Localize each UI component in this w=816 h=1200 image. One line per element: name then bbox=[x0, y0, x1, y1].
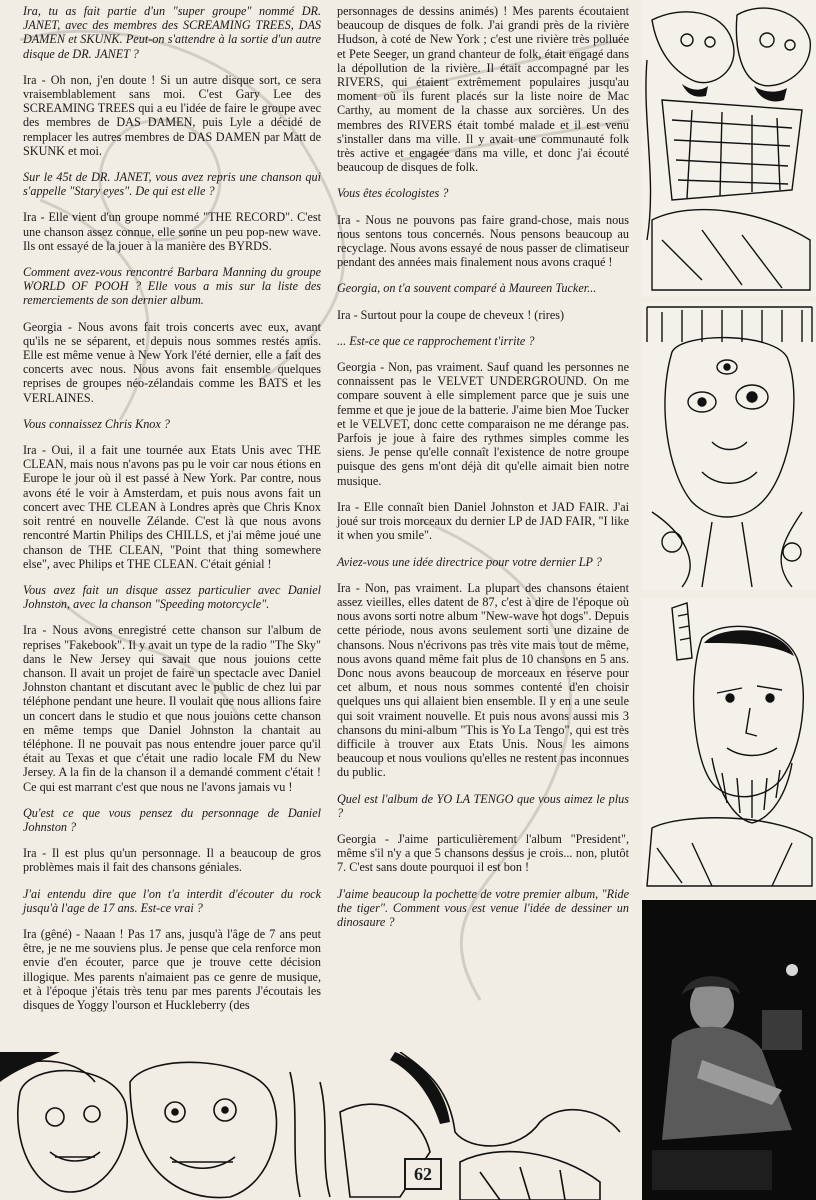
text-column-left bbox=[23, 4, 321, 1024]
band-photo bbox=[642, 900, 816, 1200]
question: ... Est-ce que ce rapprochement t'irrite ? bbox=[337, 333, 535, 348]
question: Vous êtes écologistes ? bbox=[337, 186, 449, 201]
question: Ira, tu as fait partie d'un "super groupe" nommé DR. JANET, avec des membres des SCREAMING TREES, DAS DAMEN et SKUNK. Peut-on s'attendre à la sortie d'un autre disque de DR. JANET ? bbox=[23, 4, 321, 61]
question: Qu'est ce que vous pensez du personnage de Daniel Johnston ? bbox=[23, 805, 321, 834]
answer: Ira - Elle connaît bien Daniel Johnston et JAD FAIR. J'ai joué sur trois morceaux du dernier LP de JAD FAIR, "I like it when you smile". bbox=[337, 499, 629, 543]
answer: Ira - Nous avons enregistré cette chanson sur l'album de reprises "Fakebook". Il y avait un type de la radio "The Sky" dans le New Jersey qui savait que nous jouions cette chanson. Il avait un projet de faire un spectacle avec Daniel Johnston chantant et discutant avec le public de chez lui par téléphone pendant une heure. Il voulait que nous allions faire un concert dans le studio et que nous jouions cette chanson en même temps que Daniel Johnston la chantait au téléphone. Il ne pouvait pas nous entendre jouer parce qu'il était au Texas et que c'était une radio locale FM du New Jersey. A la fin de la chanson il a demandé comment c'était ! Ce qui est marrant c'est que nous ne l'avons jamais vu ! bbox=[23, 623, 321, 794]
illustration-faces-bottom bbox=[0, 1052, 640, 1200]
answer: Ira - Elle vient d'un groupe nommé "THE RECORD". C'est une chanson assez connue, elle sonne un peu pop-new wave. Ils ont essayé de la jouer à la manière des BYRDS. bbox=[23, 210, 321, 253]
text-column-middle bbox=[337, 4, 629, 941]
question: Aviez-vous une idée directrice pour votre dernier LP ? bbox=[337, 554, 602, 569]
question: Quel est l'album de YO LA TENGO que vous aimez le plus ? bbox=[337, 791, 629, 820]
answer: Georgia - Non, pas vraiment. Sauf quand les personnes ne connaissent pas le VELVET UNDERGROUND. On me compare souvent à elle simplement parce que je suis une femme et que je joue de la batterie. J'aime bien Moe Tucker et le VELVET, donc cette comparaison ne me dérange pas. Parfois je joue à faire des rythmes simples comme les siens. Je pense qu'elle connaît l'existence de notre groupe puisque des gens m'ont déjà dit qu'elle aimait bien notre musique. bbox=[337, 360, 629, 488]
question: Sur le 45t de DR. JANET, vous avez repris une chanson qui s'appelle "Stary eyes". De qui est elle ? bbox=[23, 170, 321, 199]
answer: Ira - Oui, il a fait une tournée aux Etats Unis avec THE CLEAN, mais nous n'avons pas pu le voir car nous étions en Europe le jour où il est passé à New York. Par contre, nous avons été le voir à Amsterdam, et puis nous avons fait un concert avec THE CLEAN à Londres après que Chris Knox soit rentré en nouvelle Zélande. C'est là que nous avons rencontré Martin Philips des CHILLS, et j'ai même joué une chanson de THE CLEAN, "Point that thing somewhere else", avec Philips et THE CLEAN. C'était génial ! bbox=[23, 443, 321, 571]
answer: Ira - Il est plus qu'un personnage. Il a beaucoup de gros problèmes mais il fait des chansons géniales. bbox=[23, 846, 321, 875]
page-number: 62 bbox=[404, 1158, 442, 1190]
answer: Ira - Nous ne pouvons pas faire grand-chose, mais nous nous sentons tous concernés. Nous pensons beaucoup au recyclage. Nous avons essayé de nous passer de climatiseur pendant des années mais finalement nous avons craqué ! bbox=[337, 212, 629, 270]
illustration-bearded-man bbox=[642, 598, 816, 888]
answer: Ira - Oh non, j'en doute ! Si un autre disque sort, ce sera vraisemblablement sans moi. C'est Gary Lee des SCREAMING TREES qui a eu l'idée de faire le groupe avec des membres de DAS DAMEN, puis Lyle a décidé de remplacer les autres membres de DAS DAMEN par Matt de SKUNK et moi. bbox=[23, 72, 321, 158]
illustration-figures-top bbox=[642, 0, 816, 296]
question: Georgia, on t'a souvent comparé à Maureen Tucker... bbox=[337, 281, 597, 296]
question: J'ai entendu dire que l'on t'a interdit d'écouter du rock jusqu'à l'age de 17 ans. Est-ce vrai ? bbox=[23, 886, 321, 915]
answer: Ira - Non, pas vraiment. La plupart des chansons étaient assez vieilles, elles datent de 87, c'est à dire de l'époque où nous avons sorti notre album "New-wave hot dogs". Depuis cette période, nous avons seulement sorti une dizaine de chansons. Nous n'écrivons pas très vite mais tout de même, nous avons quand même fait plus de 10 chansons en 5 ans. Donc nous avons beaucoup de morceaux en réserve pour cet album, et nous nous sommes contenté d'en choisir quelques uns qui allaient bien ensemble. Il y en a une seule qui soit vraiment nouvelle. Et puis nous avons aussi mis 3 chansons du mini-album "This is Yo La Tengo", qui est très difficile à trouver aux Etats Unis. Nous les aimons beaucoup et nous voulions qu'elles ne restent pas inconnues du public. bbox=[337, 580, 629, 780]
question: J'aime beaucoup la pochette de votre premier album, "Ride the tiger". Comment vous est venue l'idée de dessiner un dinosaure ? bbox=[337, 886, 629, 929]
illustration-multi-eyed-face bbox=[642, 302, 816, 590]
answer: Georgia - Nous avons fait trois concerts avec eux, avant qu'ils ne se séparent, et depuis nous sommes restés amis. Elle est même venue à New York l'été dernier, elle a fait des concerts avec nous. Nous avons fait ensemble quelques reprises de groupes néo-zélandais comme les BATS et les VERLAINES. bbox=[23, 319, 321, 405]
question: Comment avez-vous rencontré Barbara Manning du groupe WORLD OF POOH ? Elle vous a mis sur la liste des remerciements de son dernier album. bbox=[23, 265, 321, 308]
question: Vous connaissez Chris Knox ? bbox=[23, 416, 170, 431]
question: Vous avez fait un disque assez particulier avec Daniel Johnston, avec la chanson "Speeding motorcycle". bbox=[23, 582, 321, 612]
answer: Ira (gêné) - Naaan ! Pas 17 ans, jusqu'à l'âge de 7 ans peut être, je ne me souviens plus. Je pense que cela renforce mon envie d'en écouter, parce que je trouve cette décision illogique. Mes parents n'aimaient pas ce genre de musique, et à l'époque j'étais très tenu par mes parents J'écoutais les disques de Yoggy l'ourson et Huckleberry (des bbox=[23, 926, 321, 1012]
answer: Georgia - J'aime particulièrement l'album "President", même s'il n'y a que 5 chansons dessus je crois... non, plutôt 7. C'est sans doute pourquoi il est bon ! bbox=[337, 831, 629, 875]
answer: Ira - Surtout pour la coupe de cheveux ! (rires) bbox=[337, 307, 565, 322]
answer: personnages de dessins animés) ! Mes parents écoutaient beaucoup de disques de folk. J'ai grandi près de la rivière Hudson, à coté de New York ; c'est une rivière très polluée et Pete Seeger, un grand chanteur de folk, était engagé dans la dépollution de la rivière. Il était accompagné par les RIVERS, qui étaient extrêmement populaires jusqu'au moment où ils furent placés sur la liste noire de Mac Carthy, au moment de la chasse aux sorcières. Un des membres des RIVERS était tombé malade et il est venu s'installer dans ma ville. Il y avait une communauté folk très active et engagée dans ma ville, et donc j'ai écouté beaucoup de disques de folk. bbox=[337, 4, 629, 175]
